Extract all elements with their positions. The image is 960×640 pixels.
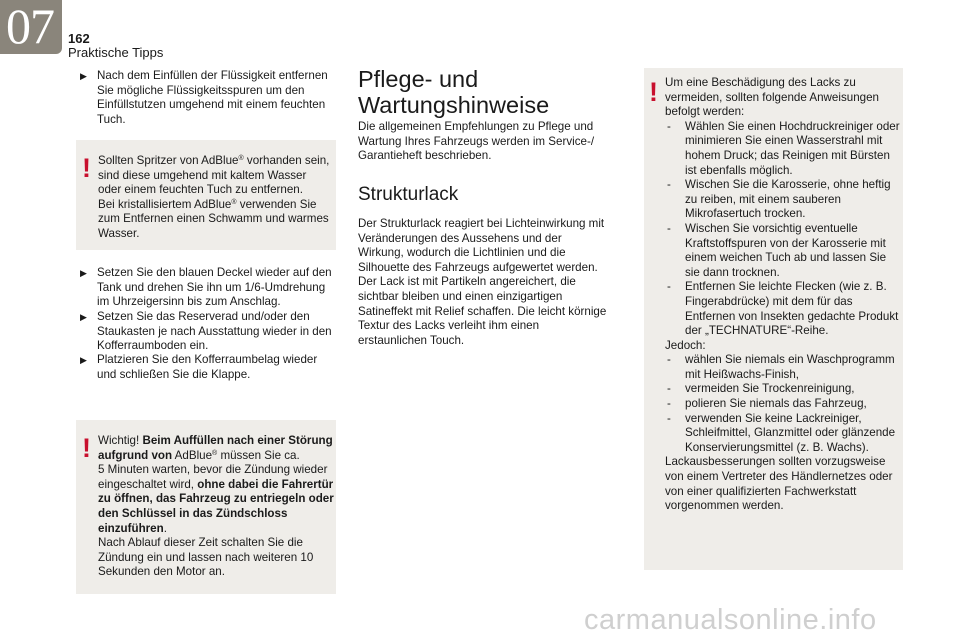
list-item: - Wählen Sie einen Hochdruckreiniger oder minimieren Sie einen Wasserstrahl mit hohem Druck; das Reinigen mit Bürsten ist ebenfalls möglich.: [665, 120, 901, 178]
warning-text-run: verwenden Sie zum Entfernen einen Schwamm und warmes Wasser.: [98, 197, 329, 240]
warning-box: [76, 420, 336, 594]
warning-paragraph: Nach Ablauf dieser Zeit schalten Sie die Zündung ein und lassen nach weiteren 10 Sekunden den Motor an.: [98, 536, 314, 579]
page-title: Pflege- und Wartungshinweise: [358, 66, 550, 118]
warning-text-run: AdBlue: [172, 448, 213, 462]
warning-bold-run: Beim Auffüllen nach einer Störung aufgrund von: [98, 434, 333, 462]
instruction-step: [80, 69, 338, 127]
warning-text-run: vorhanden sein, sind diese umgehend mit kaltem Wasser oder einem feuchten Tuch zu entfernen.: [98, 154, 330, 197]
warning-paragraph: [98, 154, 332, 198]
list-item: - vermeiden Sie Trockenreinigung,: [665, 382, 901, 397]
jedoch-label: Jedoch:: [665, 338, 706, 352]
warning-icon: !: [82, 433, 91, 463]
warning-text-run: Bei kristallisiertem AdBlue: [98, 197, 232, 211]
warning-paragraph: [98, 434, 334, 463]
step-arrow-icon: ▶: [80, 355, 87, 365]
step-text: Setzen Sie den blauen Deckel wieder auf den Tank und drehen Sie ihn um 1/6-Umdrehung im Uhrzeigersinn bis zum Anschlag.: [97, 266, 332, 309]
warning-text-run: 5 Minuten warten, bevor die Zündung wieder eingeschaltet wird,: [98, 463, 328, 491]
watermark: carmanualsonline.info: [584, 604, 877, 636]
warning-intro: Um eine Beschädigung des Lacks zu vermeiden, sollten folgende Anweisungen befolgt werden:: [665, 76, 879, 119]
list-item: - verwenden Sie keine Lackreiniger, Schleifmittel, Glanzmittel oder glänzende Konservierungsmittel (z. B. Wachs).: [665, 412, 901, 456]
warning-box: [76, 140, 336, 250]
warning-icon: !: [82, 153, 91, 183]
registered-mark: ®: [238, 155, 244, 162]
instruction-step: [80, 353, 338, 382]
care-instructions-list: [665, 120, 901, 339]
instruction-step: [80, 266, 338, 310]
warning-text-run: Wichtig!: [98, 434, 143, 447]
prohibited-actions-list: [665, 353, 901, 455]
page-number: 162: [68, 31, 90, 46]
instruction-step: [80, 310, 338, 354]
intro-paragraph: Die allgemeinen Empfehlungen zu Pflege und Wartung Ihres Fahrzeugs werden im Service-/ Garantieheft beschrieben.: [358, 120, 595, 163]
warning-text-run: .: [163, 521, 167, 535]
step-text: Nach dem Einfüllen der Flüssigkeit entfernen Sie mögliche Flüssigkeitsspuren um den Einfüllstutzen umgehend mit einem feuchten Tuch.: [97, 69, 328, 126]
warning-text: [665, 76, 901, 514]
list-item: - Wischen Sie die Karosserie, ohne heftig zu reiben, mit einem sauberen Mikrofasertuch trocken.: [665, 178, 901, 222]
warning-icon: !: [649, 77, 658, 107]
warning-text-run: müssen Sie ca.: [217, 448, 300, 462]
step-arrow-icon: ▶: [80, 71, 87, 81]
body-paragraph: Der Strukturlack reagiert bei Lichteinwirkung mit Veränderungen des Aussehens und der Wirkung, wodurch die Lichtlinien und die Silhouette des Fahrzeugs aufgewertet werden. Der Lack ist mit Partikeln angereichert, die sichtbar bleiben und einen einzigartigen Satineffekt mit Relief schaffen. Die leicht körnige Textur des Lacks verleiht ihm einen erstaunlichen Touch.: [358, 217, 607, 347]
section-title: Praktische Tipps: [68, 45, 164, 60]
warning-outro: Lackausbesserungen sollten vorzugsweise von einem Vertreter des Händlernetzes oder von einer qualifizierten Fachwerkstatt vorgenommen werden.: [665, 455, 893, 513]
step-text: Platzieren Sie den Kofferraumbelag wieder und schließen Sie die Klappe.: [97, 353, 318, 381]
step-arrow-icon: ▶: [80, 312, 87, 322]
list-item: - Wischen Sie vorsichtig eventuelle Kraftstoffspuren von der Karosserie mit einem weichen Tuch ab und lassen Sie sie dann trocknen.: [665, 222, 901, 280]
step-text: Setzen Sie das Reserverad und/oder den Staukasten je nach Ausstattung wieder in den Kofferraumboden ein.: [97, 310, 332, 353]
warning-text: [98, 154, 332, 242]
section-subtitle: Strukturlack: [358, 184, 459, 205]
step-arrow-icon: ▶: [80, 268, 87, 278]
chapter-tab: [0, 0, 62, 54]
list-item: - wählen Sie niemals ein Waschprogramm mit Heißwachs-Finish,: [665, 353, 901, 382]
warning-box: [644, 68, 903, 570]
registered-mark: ®: [212, 449, 218, 457]
registered-mark: ®: [231, 198, 237, 206]
warning-paragraph: [98, 463, 334, 536]
warning-text: [98, 434, 334, 580]
warning-bold-run: ohne dabei die Fahrertür zu öffnen, das Fahrzeug zu entriegeln oder den Schlüssel in das Zündschloss einzuführen: [98, 477, 334, 535]
warning-paragraph: [98, 198, 332, 242]
list-item: - polieren Sie niemals das Fahrzeug,: [665, 397, 901, 412]
warning-text-run: Sollten Spritzer von AdBlue: [98, 154, 239, 167]
list-item: - Entfernen Sie leichte Flecken (wie z. B. Fingerabdrücke) mit dem für das Entfernen von Insekten gedachte Produkt der „TECHNATURE“-Reihe.: [665, 280, 901, 338]
chapter-number: 07: [6, 0, 54, 54]
